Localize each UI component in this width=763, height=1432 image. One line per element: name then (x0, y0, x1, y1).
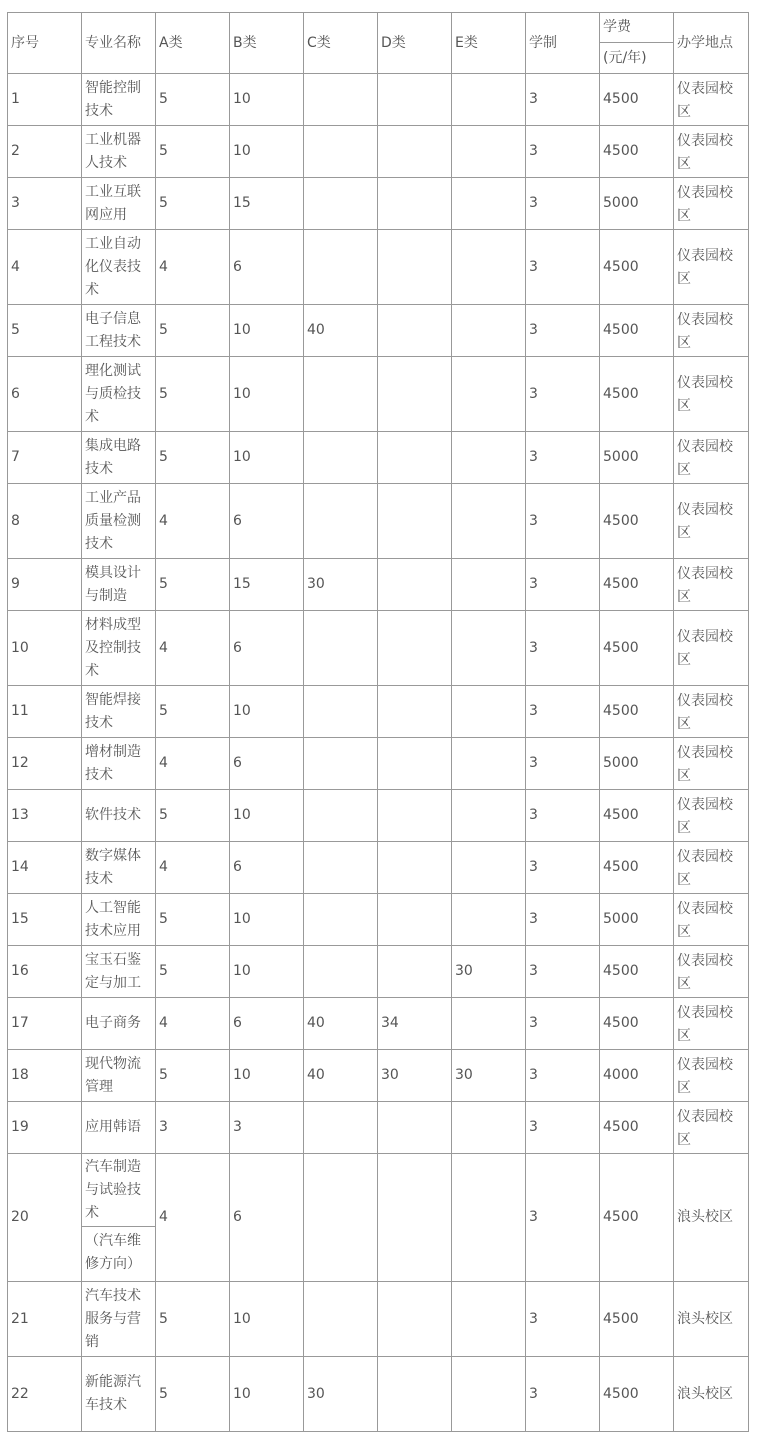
cell-e (452, 894, 526, 946)
cell-b: 6 (230, 230, 304, 305)
cell-d (378, 946, 452, 998)
table-row (8, 305, 749, 357)
header-campus: 办学地点 (674, 13, 749, 74)
cell-duration: 3 (526, 998, 600, 1050)
admission-table (7, 12, 749, 1432)
cell-campus: 浪头校区 (674, 1282, 749, 1357)
cell-major: 电子商务 (82, 998, 156, 1050)
cell-d (378, 894, 452, 946)
cell-seq: 11 (8, 686, 82, 738)
cell-a: 5 (156, 126, 230, 178)
cell-b: 10 (230, 946, 304, 998)
cell-b: 10 (230, 686, 304, 738)
cell-d (378, 1357, 452, 1432)
cell-a: 5 (156, 305, 230, 357)
cell-b: 6 (230, 998, 304, 1050)
cell-e (452, 738, 526, 790)
table-row (8, 432, 749, 484)
cell-a: 5 (156, 1357, 230, 1432)
cell-fee: 5000 (600, 432, 674, 484)
cell-fee: 4500 (600, 790, 674, 842)
cell-campus: 仪表园校区 (674, 432, 749, 484)
header-b: B类 (230, 13, 304, 74)
table-row (8, 842, 749, 894)
cell-b: 10 (230, 894, 304, 946)
cell-fee: 5000 (600, 178, 674, 230)
cell-major: 宝玉石鉴定与加工 (82, 946, 156, 998)
cell-seq: 3 (8, 178, 82, 230)
table-row (8, 484, 749, 559)
cell-e (452, 74, 526, 126)
cell-a: 5 (156, 790, 230, 842)
table-row (8, 686, 749, 738)
cell-duration: 3 (526, 738, 600, 790)
cell-b: 10 (230, 74, 304, 126)
table-row (8, 230, 749, 305)
table-row (8, 74, 749, 126)
cell-c: 40 (304, 1050, 378, 1102)
cell-e: 30 (452, 946, 526, 998)
cell-b: 15 (230, 559, 304, 611)
cell-d (378, 230, 452, 305)
table-row (8, 998, 749, 1050)
cell-duration: 3 (526, 1357, 600, 1432)
cell-duration: 3 (526, 1102, 600, 1154)
cell-e (452, 357, 526, 432)
cell-duration: 3 (526, 432, 600, 484)
cell-e (452, 1102, 526, 1154)
cell-e (452, 559, 526, 611)
table-row (8, 559, 749, 611)
cell-a: 5 (156, 1050, 230, 1102)
cell-d (378, 126, 452, 178)
cell-fee: 4500 (600, 305, 674, 357)
cell-duration: 3 (526, 305, 600, 357)
cell-b: 6 (230, 611, 304, 686)
cell-major: 汽车技术服务与营销 (82, 1282, 156, 1357)
cell-major: 应用韩语 (82, 1102, 156, 1154)
cell-a: 5 (156, 894, 230, 946)
cell-c (304, 74, 378, 126)
cell-major-main: 汽车制造与试验技术 (82, 1154, 155, 1227)
cell-b: 6 (230, 842, 304, 894)
cell-major (82, 1154, 156, 1282)
cell-major: 集成电路技术 (82, 432, 156, 484)
cell-d (378, 790, 452, 842)
header-a: A类 (156, 13, 230, 74)
cell-seq: 2 (8, 126, 82, 178)
cell-e (452, 484, 526, 559)
cell-b: 10 (230, 1282, 304, 1357)
table-row (8, 790, 749, 842)
cell-c (304, 357, 378, 432)
cell-a: 4 (156, 230, 230, 305)
cell-fee: 4500 (600, 611, 674, 686)
cell-a: 4 (156, 842, 230, 894)
cell-fee: 4500 (600, 1102, 674, 1154)
cell-e (452, 1282, 526, 1357)
cell-campus: 仪表园校区 (674, 230, 749, 305)
cell-campus: 仪表园校区 (674, 74, 749, 126)
cell-e (452, 842, 526, 894)
cell-a: 5 (156, 946, 230, 998)
cell-duration: 3 (526, 1050, 600, 1102)
header-d: D类 (378, 13, 452, 74)
cell-duration: 3 (526, 1282, 600, 1357)
cell-d (378, 738, 452, 790)
header-duration: 学制 (526, 13, 600, 74)
cell-b: 10 (230, 126, 304, 178)
cell-b: 3 (230, 1102, 304, 1154)
cell-seq: 8 (8, 484, 82, 559)
cell-seq: 18 (8, 1050, 82, 1102)
cell-e (452, 611, 526, 686)
cell-fee: 4500 (600, 1154, 674, 1282)
cell-fee: 4500 (600, 484, 674, 559)
cell-d (378, 484, 452, 559)
cell-fee: 5000 (600, 738, 674, 790)
cell-fee: 4500 (600, 230, 674, 305)
header-seq: 序号 (8, 13, 82, 74)
cell-campus: 仪表园校区 (674, 178, 749, 230)
cell-fee: 4500 (600, 1282, 674, 1357)
cell-duration: 3 (526, 230, 600, 305)
cell-a: 5 (156, 432, 230, 484)
cell-d (378, 559, 452, 611)
cell-a: 5 (156, 74, 230, 126)
cell-major: 现代物流管理 (82, 1050, 156, 1102)
cell-duration: 3 (526, 126, 600, 178)
cell-c (304, 611, 378, 686)
cell-campus: 仪表园校区 (674, 894, 749, 946)
cell-c (304, 230, 378, 305)
cell-major: 软件技术 (82, 790, 156, 842)
cell-campus: 仪表园校区 (674, 946, 749, 998)
cell-seq: 19 (8, 1102, 82, 1154)
cell-c (304, 842, 378, 894)
cell-a: 5 (156, 1282, 230, 1357)
cell-d (378, 432, 452, 484)
cell-major: 材料成型及控制技术 (82, 611, 156, 686)
cell-e (452, 178, 526, 230)
cell-campus: 仪表园校区 (674, 790, 749, 842)
cell-c: 30 (304, 1357, 378, 1432)
cell-fee: 4500 (600, 686, 674, 738)
cell-seq: 17 (8, 998, 82, 1050)
cell-c: 40 (304, 305, 378, 357)
cell-fee: 4500 (600, 559, 674, 611)
cell-seq: 15 (8, 894, 82, 946)
cell-major: 理化测试与质检技术 (82, 357, 156, 432)
cell-a: 4 (156, 484, 230, 559)
cell-a: 5 (156, 357, 230, 432)
cell-major: 智能控制技术 (82, 74, 156, 126)
table-row (8, 738, 749, 790)
cell-c (304, 1102, 378, 1154)
cell-seq: 6 (8, 357, 82, 432)
cell-d (378, 1282, 452, 1357)
cell-campus: 仪表园校区 (674, 611, 749, 686)
cell-d (378, 357, 452, 432)
cell-d (378, 842, 452, 894)
cell-c (304, 432, 378, 484)
cell-fee: 4500 (600, 126, 674, 178)
cell-campus: 仪表园校区 (674, 559, 749, 611)
cell-a: 4 (156, 998, 230, 1050)
cell-major: 模具设计与制造 (82, 559, 156, 611)
cell-major: 工业自动化仪表技术 (82, 230, 156, 305)
cell-major: 新能源汽车技术 (82, 1357, 156, 1432)
header-row (8, 13, 749, 74)
cell-b: 10 (230, 1050, 304, 1102)
cell-b: 10 (230, 790, 304, 842)
cell-e (452, 1357, 526, 1432)
cell-campus: 仪表园校区 (674, 357, 749, 432)
table-body (8, 74, 749, 1432)
cell-duration: 3 (526, 484, 600, 559)
cell-seq: 16 (8, 946, 82, 998)
cell-duration: 3 (526, 74, 600, 126)
cell-c (304, 1154, 378, 1282)
table-row (8, 1282, 749, 1357)
cell-d (378, 178, 452, 230)
cell-e (452, 1154, 526, 1282)
header-fee-label: 学费 (600, 13, 673, 43)
cell-b: 15 (230, 178, 304, 230)
cell-a: 4 (156, 611, 230, 686)
cell-d: 34 (378, 998, 452, 1050)
cell-seq: 4 (8, 230, 82, 305)
admission-table-container (7, 12, 749, 1432)
cell-d (378, 305, 452, 357)
cell-c (304, 178, 378, 230)
cell-seq: 10 (8, 611, 82, 686)
cell-a: 4 (156, 738, 230, 790)
cell-a: 5 (156, 559, 230, 611)
cell-a: 5 (156, 686, 230, 738)
cell-b: 10 (230, 432, 304, 484)
cell-duration: 3 (526, 611, 600, 686)
cell-d (378, 1102, 452, 1154)
cell-c: 30 (304, 559, 378, 611)
cell-campus: 仪表园校区 (674, 484, 749, 559)
cell-campus: 仪表园校区 (674, 842, 749, 894)
cell-d (378, 686, 452, 738)
cell-major: 智能焊接技术 (82, 686, 156, 738)
cell-e (452, 432, 526, 484)
header-c: C类 (304, 13, 378, 74)
cell-c: 40 (304, 998, 378, 1050)
cell-seq: 22 (8, 1357, 82, 1432)
cell-major: 增材制造技术 (82, 738, 156, 790)
cell-seq: 5 (8, 305, 82, 357)
cell-seq: 13 (8, 790, 82, 842)
cell-duration: 3 (526, 686, 600, 738)
cell-c (304, 790, 378, 842)
cell-e: 30 (452, 1050, 526, 1102)
header-fee (600, 13, 674, 74)
cell-major: 人工智能技术应用 (82, 894, 156, 946)
cell-major: 电子信息工程技术 (82, 305, 156, 357)
cell-d: 30 (378, 1050, 452, 1102)
header-e: E类 (452, 13, 526, 74)
cell-major: 工业互联网应用 (82, 178, 156, 230)
table-row (8, 178, 749, 230)
cell-d (378, 611, 452, 686)
cell-duration: 3 (526, 946, 600, 998)
cell-duration: 3 (526, 1154, 600, 1282)
cell-c (304, 946, 378, 998)
cell-major: 数字媒体技术 (82, 842, 156, 894)
cell-a: 5 (156, 178, 230, 230)
cell-campus: 仪表园校区 (674, 998, 749, 1050)
cell-duration: 3 (526, 790, 600, 842)
cell-c (304, 738, 378, 790)
cell-campus: 仪表园校区 (674, 738, 749, 790)
cell-fee: 4500 (600, 357, 674, 432)
cell-d (378, 74, 452, 126)
cell-c (304, 126, 378, 178)
cell-b: 10 (230, 305, 304, 357)
cell-fee: 5000 (600, 894, 674, 946)
cell-d (378, 1154, 452, 1282)
cell-a: 3 (156, 1102, 230, 1154)
cell-seq: 12 (8, 738, 82, 790)
cell-major: 工业机器人技术 (82, 126, 156, 178)
cell-e (452, 686, 526, 738)
table-row (8, 1357, 749, 1432)
cell-duration: 3 (526, 178, 600, 230)
cell-c (304, 894, 378, 946)
cell-e (452, 305, 526, 357)
cell-b: 6 (230, 484, 304, 559)
cell-major: 工业产品质量检测技术 (82, 484, 156, 559)
table-row (8, 1154, 749, 1282)
cell-seq: 20 (8, 1154, 82, 1282)
cell-e (452, 126, 526, 178)
cell-b: 10 (230, 357, 304, 432)
cell-campus: 仪表园校区 (674, 1102, 749, 1154)
cell-e (452, 790, 526, 842)
header-fee-unit: (元/年) (603, 50, 647, 66)
cell-fee: 4500 (600, 1357, 674, 1432)
table-row (8, 357, 749, 432)
cell-b: 10 (230, 1357, 304, 1432)
cell-campus: 仪表园校区 (674, 1050, 749, 1102)
cell-c (304, 484, 378, 559)
cell-duration: 3 (526, 357, 600, 432)
table-row (8, 1102, 749, 1154)
cell-b: 6 (230, 1154, 304, 1282)
table-row (8, 894, 749, 946)
cell-b: 6 (230, 738, 304, 790)
cell-e (452, 998, 526, 1050)
cell-major-sub: （汽车维修方向） (85, 1233, 141, 1272)
cell-fee: 4500 (600, 946, 674, 998)
cell-duration: 3 (526, 894, 600, 946)
cell-campus: 仪表园校区 (674, 686, 749, 738)
cell-fee: 4500 (600, 998, 674, 1050)
cell-seq: 7 (8, 432, 82, 484)
cell-seq: 14 (8, 842, 82, 894)
cell-campus: 仪表园校区 (674, 305, 749, 357)
table-row (8, 611, 749, 686)
cell-campus: 浪头校区 (674, 1357, 749, 1432)
cell-seq: 1 (8, 74, 82, 126)
header-major: 专业名称 (82, 13, 156, 74)
cell-campus: 浪头校区 (674, 1154, 749, 1282)
cell-fee: 4000 (600, 1050, 674, 1102)
cell-e (452, 230, 526, 305)
cell-fee: 4500 (600, 74, 674, 126)
cell-c (304, 686, 378, 738)
cell-campus: 仪表园校区 (674, 126, 749, 178)
cell-duration: 3 (526, 842, 600, 894)
table-row (8, 1050, 749, 1102)
cell-c (304, 1282, 378, 1357)
cell-a: 4 (156, 1154, 230, 1282)
table-row (8, 126, 749, 178)
table-row (8, 946, 749, 998)
cell-duration: 3 (526, 559, 600, 611)
cell-seq: 21 (8, 1282, 82, 1357)
cell-fee: 4500 (600, 842, 674, 894)
cell-seq: 9 (8, 559, 82, 611)
